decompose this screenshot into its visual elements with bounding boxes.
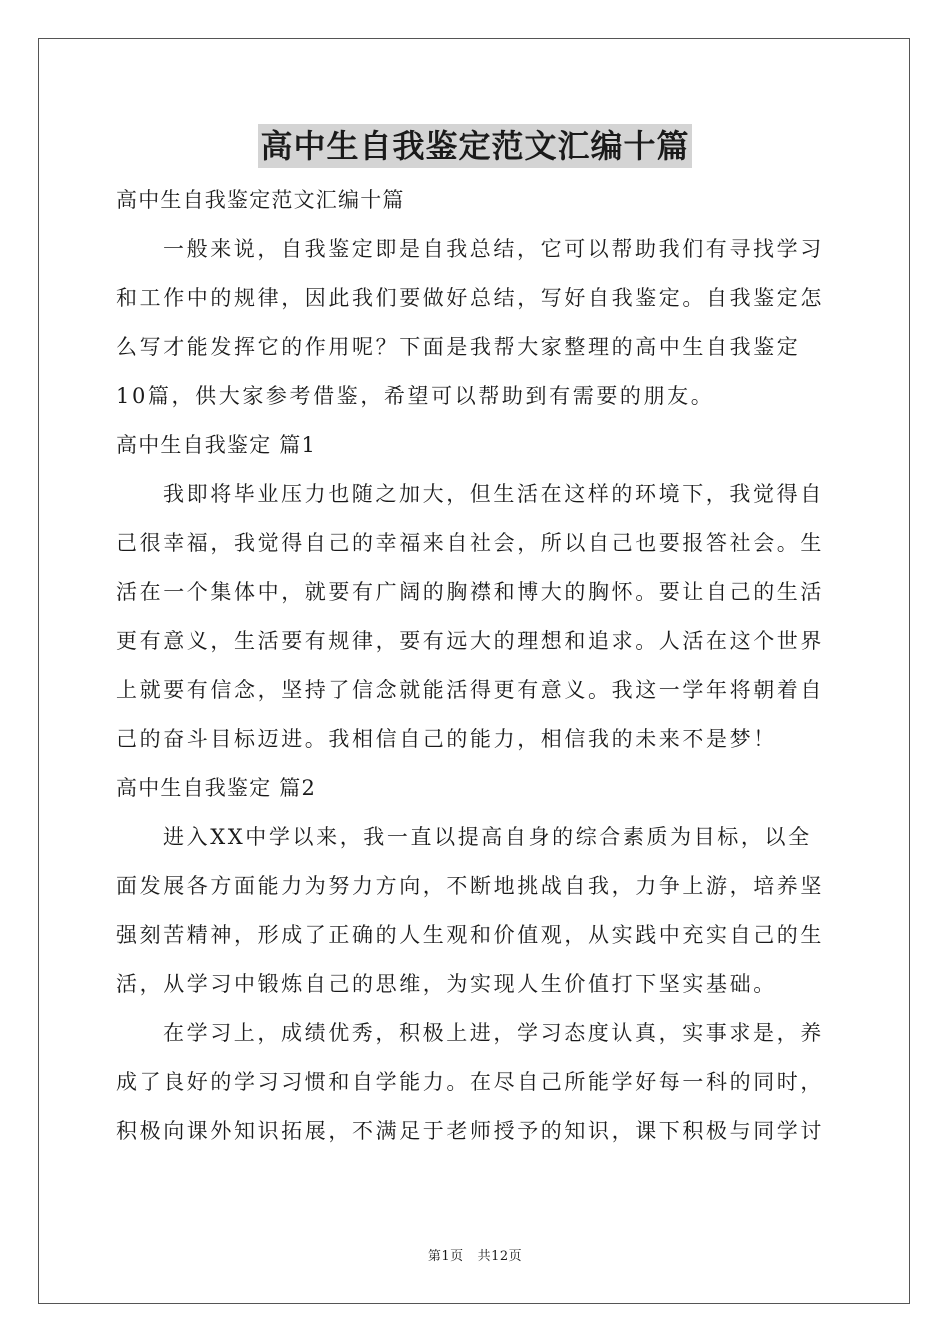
section-heading: 高中生自我鉴定 篇1 xyxy=(116,433,317,457)
paragraph-line: 成了良好的学习习惯和自学能力。在尽自己所能学好每一科的同时， xyxy=(116,1070,824,1094)
paragraph-line: 积极向课外知识拓展，不满足于老师授予的知识，课下积极与同学讨 xyxy=(116,1119,824,1143)
page-footer xyxy=(0,1248,950,1266)
paragraph-line: 强刻苦精神，形成了正确的人生观和价值观，从实践中充实自己的生 xyxy=(116,923,824,947)
paragraph-line: 我即将毕业压力也随之加大，但生活在这样的环境下，我觉得自 xyxy=(163,482,824,506)
paragraph-line: 10篇，供大家参考借鉴，希望可以帮助到有需要的朋友。 xyxy=(116,384,715,408)
paragraph-line: 活，从学习中锻炼自己的思维，为实现人生价值打下坚实基础。 xyxy=(116,972,777,996)
section-heading: 高中生自我鉴定 篇2 xyxy=(116,776,317,800)
paragraph-line: 面发展各方面能力为努力方向，不断地挑战自我，力争上游，培养坚 xyxy=(116,874,824,898)
section-heading: 高中生自我鉴定范文汇编十篇 xyxy=(116,188,405,212)
paragraph-line: 进入XX中学以来，我一直以提高自身的综合素质为目标，以全 xyxy=(163,825,812,849)
document-body xyxy=(116,176,834,1156)
page-number: 第1页 xyxy=(427,1249,464,1264)
paragraph-line: 么写才能发挥它的作用呢？下面是我帮大家整理的高中生自我鉴定 xyxy=(116,335,801,359)
paragraph-line: 一般来说，自我鉴定即是自我总结，它可以帮助我们有寻找学习 xyxy=(163,237,824,261)
paragraph-line: 在学习上，成绩优秀，积极上进，学习态度认真，实事求是，养 xyxy=(163,1021,824,1045)
title-area xyxy=(0,124,950,168)
paragraph-line: 己很幸福，我觉得自己的幸福来自社会，所以自己也要报答社会。生 xyxy=(116,531,824,555)
paragraph-line: 和工作中的规律，因此我们要做好总结，写好自我鉴定。自我鉴定怎 xyxy=(116,286,824,310)
paragraph-line: 活在一个集体中，就要有广阔的胸襟和博大的胸怀。要让自己的生活 xyxy=(116,580,824,604)
page-total: 共12页 xyxy=(477,1249,523,1264)
paragraph-line: 更有意义，生活要有规律，要有远大的理想和追求。人活在这个世界 xyxy=(116,629,824,653)
paragraph-line: 上就要有信念，坚持了信念就能活得更有意义。我这一学年将朝着自 xyxy=(116,678,824,702)
document-title: 高中生自我鉴定范文汇编十篇 xyxy=(258,124,691,168)
paragraph-line: 己的奋斗目标迈进。我相信自己的能力，相信我的未来不是梦！ xyxy=(116,727,777,751)
